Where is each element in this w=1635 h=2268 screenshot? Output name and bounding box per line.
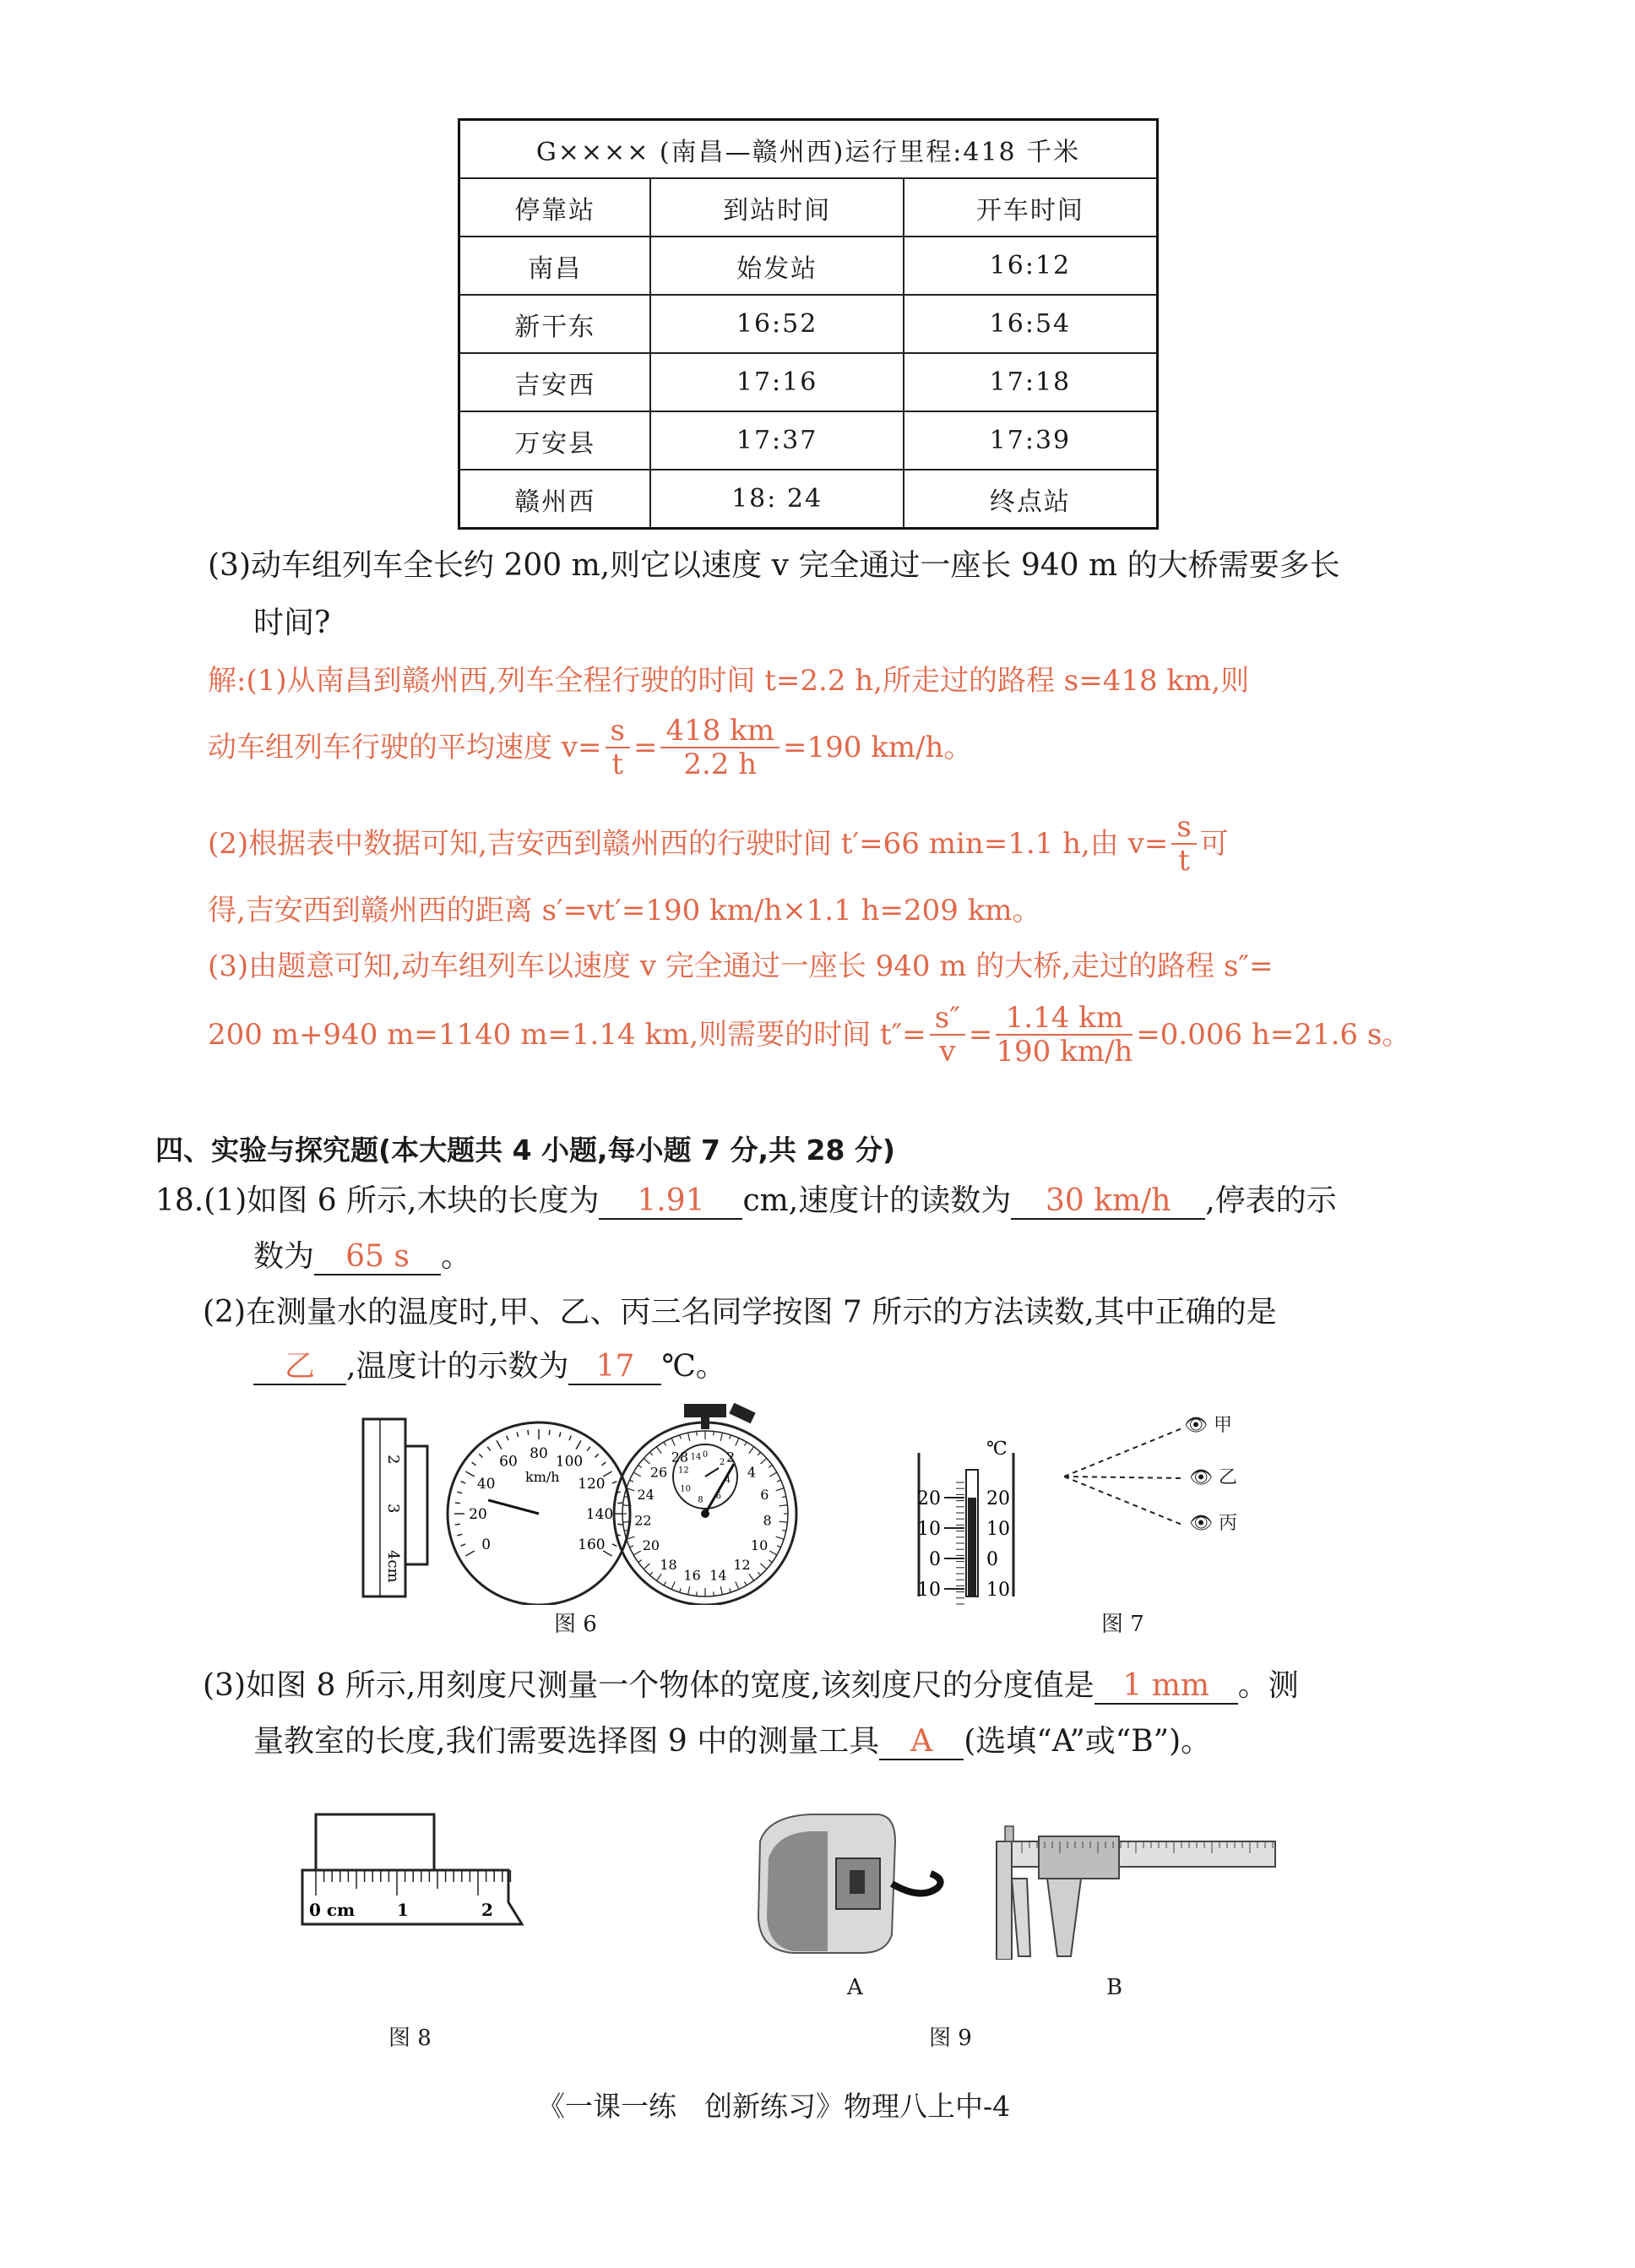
stopwatch-tick <box>730 1435 731 1439</box>
answer-blank-length: 1.91 <box>599 1184 742 1220</box>
thermometer-scale-label: 10 <box>986 1519 1010 1540</box>
table-row <box>459 470 1158 529</box>
stopwatch-pivot <box>701 1509 709 1518</box>
eye-icon: 👁 <box>1184 1415 1208 1436</box>
fraction <box>606 715 630 780</box>
question-text: (选填“A”或“B”)。 <box>964 1724 1212 1759</box>
stopwatch-tick <box>720 1586 722 1595</box>
answer-blank-correct: 乙 <box>253 1350 346 1385</box>
q18-part1-line1 <box>155 1183 1337 1220</box>
stopwatch-tick <box>779 1521 788 1522</box>
ruler-tick-label: 4cm <box>384 1550 402 1583</box>
ruler-label: 2 <box>481 1900 493 1920</box>
stopwatch-tick <box>680 1435 682 1439</box>
stopwatch-tick-label: 10 <box>750 1537 769 1553</box>
table-row <box>459 295 1158 353</box>
question-text: cm,速度计的读数为 <box>742 1183 1012 1218</box>
timetable-header: 到站时间 <box>650 178 903 237</box>
stopwatch-tick <box>688 1586 690 1595</box>
timetable-caption: G×××× (南昌—赣州西)运行里程:418 千米 <box>459 120 1158 179</box>
speedometer-tick <box>457 1534 462 1536</box>
stopwatch-tick-label: 14 <box>709 1567 727 1584</box>
speedometer-tick <box>528 1430 529 1435</box>
speedometer-tick <box>457 1492 462 1493</box>
numerator: 1.14 km <box>996 1002 1133 1036</box>
speedometer-tick-label: 20 <box>469 1506 487 1523</box>
numerator: s <box>1171 811 1196 845</box>
answer-blank-speed: 30 km/h <box>1011 1184 1205 1220</box>
eye-icon: 👁 <box>1189 1467 1213 1488</box>
denominator: 190 km/h <box>996 1035 1133 1069</box>
stopwatch-tick <box>779 1505 788 1506</box>
thermometer <box>917 1439 1013 1605</box>
table-cell: 17:39 <box>904 411 1158 470</box>
fraction <box>1171 811 1196 877</box>
figure-9-label-b: B <box>1106 1975 1123 2000</box>
thermometer-scale-label: 0 <box>929 1549 941 1570</box>
stopwatch-tick <box>736 1581 739 1589</box>
speedometer-tick <box>472 1462 476 1466</box>
table-cell: 17:16 <box>650 353 903 411</box>
stopwatch-tick <box>649 1572 652 1575</box>
solution-1-line1: 解:(1)从南昌到赣州西,列车全程行驶的时间 t=2.2 h,所走过的路程 s=418 km,则 <box>208 664 1250 698</box>
ruler-vertical <box>363 1419 427 1596</box>
stopwatch-tick <box>656 1574 661 1580</box>
stopwatch-tick <box>776 1536 785 1539</box>
figure-8-ruler <box>296 1808 532 1934</box>
thermometer-scale-label: 10 <box>917 1519 941 1540</box>
stopwatch-tick <box>745 1582 747 1585</box>
denominator: 2.2 h <box>683 748 758 781</box>
speedometer-tick <box>465 1551 474 1556</box>
stopwatch-tick <box>644 1564 649 1569</box>
stopwatch-tick <box>758 1572 760 1575</box>
equals: = <box>633 731 658 764</box>
figure-8-caption: 图 8 <box>388 2026 432 2051</box>
page-footer: 《一课一练 创新练习》物理八上中-4 <box>537 2090 1011 2123</box>
question-text: 。测 <box>1237 1668 1299 1703</box>
fraction <box>660 715 779 780</box>
stopwatch-inner-label: 2 <box>719 1457 725 1467</box>
figure-9-tools <box>743 1808 1284 1960</box>
caliper-icon <box>997 1826 1275 1960</box>
speedometer-tick-label: 140 <box>585 1506 614 1523</box>
observer-label: 甲 <box>1213 1415 1232 1436</box>
question-text: 量教室的长度,我们需要选择图 9 中的测量工具 <box>253 1724 880 1759</box>
table-cell: 16:12 <box>904 237 1158 295</box>
thermometer-scale-label: 10 <box>986 1580 1010 1601</box>
ruler-label: 0 cm <box>309 1900 356 1920</box>
stopwatch-tick <box>680 1588 682 1592</box>
table-cell: 万安县 <box>459 411 651 470</box>
solution-2-line1 <box>208 811 1229 877</box>
solution-3-line2 <box>208 1002 1410 1068</box>
speedometer-tick <box>612 1482 617 1483</box>
speedometer-tick-label: 120 <box>578 1476 606 1493</box>
ruler-tick-label: 2 <box>384 1455 402 1465</box>
speedometer-tick <box>602 1462 606 1466</box>
solution-text: (2)根据表中数据可知,吉安西到赣州西的行驶时间 t′=66 min=1.1 h,由 v= <box>208 827 1169 861</box>
stopwatch-tick <box>629 1546 633 1547</box>
question-text: 数为 <box>253 1239 315 1274</box>
stopwatch-inner-label: 4 <box>725 1475 731 1485</box>
stopwatch-tick <box>782 1497 786 1498</box>
stopwatch-tick <box>697 1432 698 1436</box>
numerator: s″ <box>930 1002 965 1036</box>
stopwatch-tick <box>638 1560 642 1563</box>
speedometer-tick-label: 80 <box>530 1445 548 1462</box>
solution-3-line1: (3)由题意可知,动车组列车以速度 v 完全通过一座长 940 m 的大桥,走过的路程 s″= <box>208 949 1274 983</box>
thermometer-scale-label: 10 <box>917 1580 941 1601</box>
q18-part2-line2 <box>253 1348 726 1385</box>
stopwatch-tick <box>649 1452 652 1455</box>
question-text: 。 <box>441 1239 472 1274</box>
stopwatch-tick-label: 26 <box>649 1464 668 1481</box>
answer-blank-stopwatch: 65 s <box>314 1240 441 1275</box>
solution-text: 动车组列车行驶的平均速度 v= <box>208 731 602 764</box>
stopwatch-tick <box>777 1480 781 1482</box>
question-text: ,停表的示 <box>1205 1183 1337 1218</box>
table-cell: 18: 24 <box>650 470 903 529</box>
speedometer-tick <box>461 1544 466 1546</box>
stopwatch-tick <box>758 1452 760 1455</box>
fraction <box>996 1002 1133 1068</box>
table-cell: 新干东 <box>459 295 651 353</box>
speedometer-tick <box>612 1544 617 1546</box>
sight-lines <box>1064 1419 1191 1537</box>
stopwatch-tick-label: 28 <box>671 1449 689 1466</box>
speedometer-tick <box>569 1436 571 1441</box>
section-title: 四、实验与探究题(本大题共 4 小题,每小题 7 分,共 28 分) <box>155 1134 896 1167</box>
stopwatch-tick <box>769 1560 772 1563</box>
solution-1-line2 <box>208 715 972 780</box>
speedometer-tick <box>507 1436 508 1441</box>
stopwatch-tick <box>656 1447 661 1454</box>
stopwatch-tick-label: 16 <box>683 1567 701 1584</box>
speedometer-tick <box>617 1524 622 1525</box>
denominator: t <box>611 748 624 781</box>
figure-7-caption: 图 7 <box>1101 1612 1144 1637</box>
stopwatch-tick <box>730 1588 731 1592</box>
thermometer-scale-label: 0 <box>986 1549 998 1570</box>
stopwatch-minute-hand <box>705 1468 719 1477</box>
speedometer-tick <box>549 1430 550 1435</box>
table-cell: 16:54 <box>904 295 1158 353</box>
question-text: ℃。 <box>661 1349 726 1384</box>
figure-6 <box>346 1402 1047 1605</box>
speedometer-tick <box>595 1454 598 1457</box>
speedometer-tick <box>559 1432 561 1437</box>
stopwatch-tick <box>664 1582 666 1585</box>
table-row <box>459 353 1158 411</box>
stopwatch-tick <box>720 1433 722 1441</box>
question-text: 18.(1)如图 6 所示,木块的长度为 <box>155 1183 600 1218</box>
thermometer-scale-label: 20 <box>917 1488 941 1509</box>
thermometer-liquid <box>968 1498 976 1596</box>
speedometer-unit: km/h <box>525 1469 560 1485</box>
table-row <box>459 237 1158 295</box>
stopwatch-tick <box>749 1447 754 1454</box>
numerator: 418 km <box>660 715 779 748</box>
table-cell: 16:52 <box>650 295 903 353</box>
tape-measure-icon <box>758 1814 941 1953</box>
q3-line2: 时间? <box>253 606 331 640</box>
speedometer-tick <box>576 1440 581 1449</box>
stopwatch-tick <box>776 1488 785 1491</box>
speedometer-tick-label: 160 <box>578 1536 606 1553</box>
observer-jia <box>1184 1416 1232 1436</box>
equals: = <box>968 1018 993 1052</box>
table-cell: 17:18 <box>904 353 1158 411</box>
stopwatch-tick <box>633 1472 641 1477</box>
speedometer-tick-label: 40 <box>476 1476 496 1493</box>
stopwatch-tick <box>671 1581 675 1589</box>
speedometer <box>448 1422 630 1605</box>
timetable-table <box>458 118 1159 530</box>
stopwatch-tick <box>760 1458 766 1464</box>
stopwatch-tick-label: 12 <box>733 1556 751 1573</box>
fraction <box>930 1002 965 1068</box>
speedometer-tick-label: 60 <box>499 1453 518 1471</box>
speedometer-tick <box>455 1524 460 1525</box>
speedometer-tick <box>479 1454 482 1457</box>
solution-result: =0.006 h=21.6 s。 <box>1136 1018 1411 1052</box>
answer-blank-tool: A <box>879 1725 964 1760</box>
table-cell: 终点站 <box>904 470 1158 529</box>
stopwatch-inner-label: 10 <box>680 1484 691 1494</box>
thermometer-unit: ℃ <box>986 1439 1008 1460</box>
stopwatch-tick <box>782 1530 786 1531</box>
stopwatch-second-hand <box>705 1464 734 1514</box>
stopwatch-tick-label: 4 <box>747 1464 757 1481</box>
speedometer-tick <box>461 1482 466 1483</box>
stopwatch-tick <box>664 1442 666 1445</box>
stopwatch-tick-label: 24 <box>637 1487 655 1504</box>
q3-line1: (3)动车组列车全长约 200 m,则它以速度 v 完全通过一座长 940 m 的大桥需要多长 <box>208 548 1340 583</box>
eye-icon: 👁 <box>1189 1513 1213 1534</box>
stopwatch-tick <box>633 1551 641 1555</box>
question-text: ,温度计的示数为 <box>346 1349 569 1384</box>
ruler-tick-label: 3 <box>384 1504 402 1514</box>
stopwatch-tick <box>769 1472 777 1477</box>
q18-part1-line2 <box>253 1238 471 1275</box>
speedometer-tick <box>587 1447 590 1451</box>
figure-9-caption: 图 9 <box>929 2026 972 2051</box>
speedometer-tick <box>455 1503 460 1504</box>
stopwatch-inner-label: 12 <box>677 1466 689 1476</box>
stopwatch-inner-label: 6 <box>715 1491 722 1501</box>
speedometer-tick <box>617 1503 622 1504</box>
q18-part2-line1: (2)在测量水的温度时,甲、乙、丙三名同学按图 7 所示的方法读数,其中正确的是 <box>203 1295 1277 1330</box>
thermometer-scale-label: 20 <box>986 1488 1010 1509</box>
stopwatch-inner-label: 8 <box>698 1495 703 1505</box>
stopwatch-inner-label: 0 <box>702 1450 709 1460</box>
stopwatch-tick-label: 18 <box>660 1556 677 1573</box>
stopwatch-tick <box>749 1574 754 1580</box>
table-cell: 吉安西 <box>459 353 651 411</box>
denominator: t <box>1178 844 1190 878</box>
solution-result: =190 km/h。 <box>783 731 973 764</box>
observer-label: 丙 <box>1218 1513 1237 1534</box>
stopwatch-tick <box>638 1465 642 1467</box>
stopwatch-tick-label: 20 <box>642 1537 660 1553</box>
stopwatch-tick <box>697 1591 698 1596</box>
numerator: s <box>606 715 630 748</box>
stopwatch-tick <box>745 1442 747 1445</box>
table-cell: 始发站 <box>650 237 903 295</box>
stopwatch-tick-label: 6 <box>760 1487 769 1504</box>
solution-text: 可 <box>1199 827 1229 861</box>
stopwatch-tick <box>769 1551 777 1555</box>
q18-part3-line1 <box>203 1667 1299 1705</box>
figure-9-label-a: A <box>847 1975 863 2000</box>
figure-6-caption: 图 6 <box>554 1612 597 1637</box>
stopwatch-tick <box>688 1433 690 1441</box>
speedometer-needle <box>488 1500 539 1514</box>
stopwatch <box>614 1403 796 1605</box>
timetable-header: 开车时间 <box>904 178 1158 237</box>
stopwatch-tick <box>777 1546 781 1547</box>
observer-yi <box>1189 1468 1237 1488</box>
q18-part3-line2 <box>253 1723 1211 1760</box>
table-cell: 赣州西 <box>459 470 651 529</box>
table-cell: 南昌 <box>459 237 651 295</box>
answer-blank-temp: 17 <box>568 1350 661 1385</box>
speedometer-tick <box>497 1440 502 1449</box>
stopwatch-tick-label: 2 <box>726 1449 736 1466</box>
stopwatch-tick <box>644 1458 649 1464</box>
observer-bing <box>1189 1514 1237 1534</box>
denominator: v <box>939 1035 956 1069</box>
speedometer-tick-label: 0 <box>481 1536 492 1553</box>
measured-object <box>316 1814 434 1870</box>
answer-blank-division: 1 mm <box>1095 1669 1238 1705</box>
speedometer-tick <box>517 1432 519 1437</box>
speedometer-tick-label: 100 <box>555 1453 584 1471</box>
solution-text: 200 m+940 m=1140 m=1.14 km,则需要的时间 t″= <box>208 1018 926 1052</box>
table-cell: 17:37 <box>650 411 903 470</box>
solution-2-line2: 得,吉安西到赣州西的距离 s′=vt′=190 km/h×1.1 h=209 km。 <box>208 894 1041 927</box>
ruler-label: 1 <box>397 1900 409 1920</box>
stopwatch-tick-label: 8 <box>763 1512 772 1529</box>
speedometer-tick <box>487 1447 491 1451</box>
table-row <box>459 411 1158 470</box>
timetable-header: 停靠站 <box>459 178 651 237</box>
observer-label: 乙 <box>1218 1467 1237 1488</box>
stopwatch-tick-label: 22 <box>634 1512 652 1529</box>
speedometer-tick <box>465 1471 474 1477</box>
timetable <box>458 118 1159 530</box>
stopwatch-tick <box>671 1438 675 1445</box>
stopwatch-tick <box>760 1564 766 1569</box>
question-text: (3)如图 8 所示,用刻度尺测量一个物体的宽度,该刻度尺的分度值是 <box>203 1668 1095 1703</box>
stopwatch-tick <box>736 1438 739 1445</box>
stopwatch-tick <box>769 1465 772 1467</box>
stopwatch-tick <box>629 1480 633 1482</box>
stopwatch-inner-label: 14 <box>690 1452 702 1462</box>
